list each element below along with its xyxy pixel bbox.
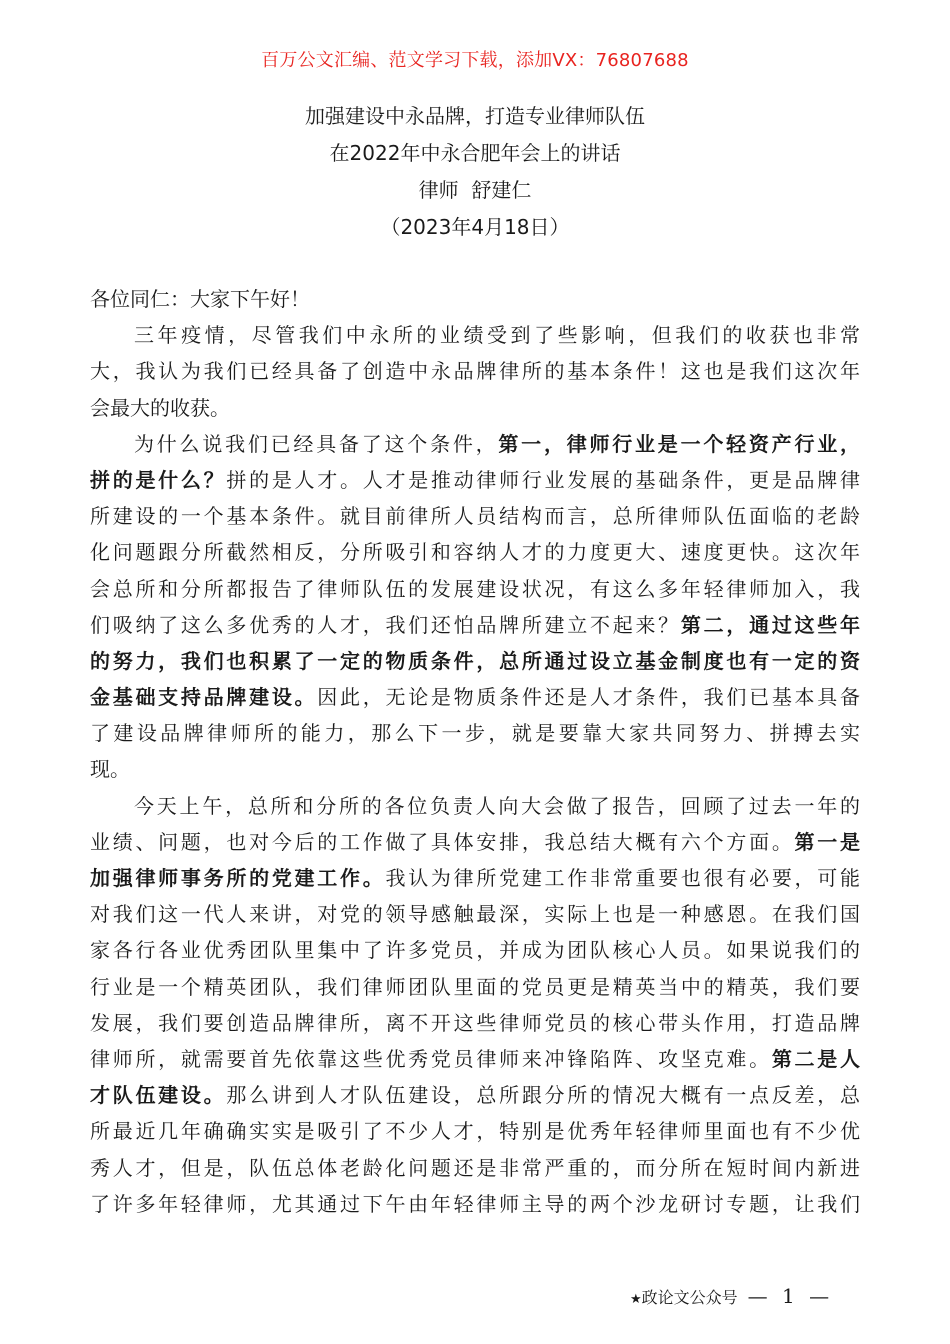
text-run: 了许多年轻律师，尤其通过下午由年轻律师主导的两个沙龙研讨专题，让我们: [90, 1191, 860, 1216]
body-line: [90, 860, 860, 896]
promo-banner: 百万公文汇编、范文学习下载，添加VX：76807688: [261, 50, 689, 71]
document-title: 加强建设中永品牌，打造专业律师队伍: [305, 104, 645, 128]
body-paragraphs: [90, 317, 860, 1222]
date-line: （2023年4月18日）: [380, 215, 570, 239]
text-run: 们吸纳了这么多优秀的人才，我们还怕品牌所建立不起来？: [90, 612, 681, 637]
text-run: 为什么说我们已经具备了这个条件，: [134, 431, 499, 456]
body-line: [90, 498, 860, 534]
bold-text: 加强律师事务所的党建工作。: [90, 866, 386, 890]
bold-text: 金基础支持品牌建设。: [90, 685, 318, 710]
document-body: [90, 281, 860, 1222]
text-run: 所建设的一个基本条件。就目前律所人员结构而言，总所律师队伍面临的老龄: [90, 504, 860, 529]
body-line: [90, 1005, 860, 1041]
text-run: 因此，无论是物质条件还是人才条件，我们已基本具备: [317, 685, 860, 710]
body-line: [90, 426, 860, 462]
text-run: 了建设品牌律师所的能力，那么下一步，就是要靠大家共同努力、拼搏去实: [90, 721, 860, 746]
bold-text: 才队伍建设。: [90, 1083, 227, 1108]
star-icon: ★: [630, 1291, 642, 1307]
title-block: [0, 98, 950, 246]
text-run: 家各行各业优秀团队里集中了许多党员，并成为团队核心人员。如果说我们的: [90, 938, 860, 963]
body-line: [90, 571, 860, 607]
greeting: 各位同仁：大家下午好！: [90, 287, 310, 311]
text-run: 秀人才，但是，队伍总体老龄化问题还是非常严重的，而分所在短时间内新进: [90, 1155, 860, 1180]
footer-source: 政论文公众号: [641, 1287, 738, 1307]
body-line: [90, 679, 860, 715]
body-line: [90, 317, 860, 353]
text-run: 发展，我们要创造品牌律所，离不开这些律师党员的核心带头作用，打造品牌: [90, 1010, 860, 1035]
bold-text: 拼的是什么？: [90, 467, 227, 492]
text-run: 今天上午，总所和分所的各位负责人向大会做了报告，回顾了过去一年的: [134, 793, 860, 818]
author-line: 律师 舒建仁: [418, 178, 532, 202]
body-line: [90, 1186, 860, 1222]
body-line: [90, 751, 860, 787]
body-line: [90, 643, 860, 679]
text-run: 律师所，就需要首先依靠这些优秀党员律师来冲锋陷阵、攻坚克难。: [90, 1046, 772, 1071]
body-line: [90, 1150, 860, 1186]
body-line: [90, 1113, 860, 1149]
body-line: [90, 969, 860, 1005]
page-number: — 1 —: [747, 1284, 834, 1308]
bold-text: 第二，通过这些年: [680, 612, 860, 637]
bold-text: 第一是: [794, 829, 860, 854]
text-run: 对我们这一代人来讲，对党的领导感触最深，实际上也是一种感恩。在我们国: [90, 902, 860, 927]
text-run: 会最大的收获。: [90, 395, 230, 420]
text-run: 三年疫情，尽管我们中永所的业绩受到了些影响，但我们的收获也非常: [134, 323, 860, 348]
text-run: 所最近几年确确实实是吸引了不少人才，特别是优秀年轻律师里面也有不少优: [90, 1119, 860, 1144]
page-footer: [630, 1284, 833, 1308]
body-line: [90, 534, 860, 570]
body-line: [90, 353, 860, 389]
bold-text: 第二是人: [771, 1046, 860, 1071]
bold-text: 第一，律师行业是一个轻资产行业，: [498, 431, 860, 456]
bold-text: 的努力，我们也积累了一定的物质条件，总所通过设立基金制度也有一定的资: [90, 648, 860, 673]
body-line: [90, 788, 860, 824]
text-run: 大，我认为我们已经具备了创造中永品牌律所的基本条件！这也是我们这次年: [90, 359, 860, 384]
text-run: 那么讲到人才队伍建设，总所跟分所的情况大概有一点反差，总: [226, 1083, 860, 1108]
body-line: [90, 1041, 860, 1077]
document-subtitle: 在2022年中永合肥年会上的讲话: [329, 141, 621, 165]
text-run: 业绩、问题，也对今后的工作做了具体安排，我总结大概有六个方面。: [90, 829, 795, 854]
text-run: 行业是一个精英团队，我们律师团队里面的党员更是精英当中的精英，我们要: [90, 974, 860, 999]
text-run: 化问题跟分所截然相反，分所吸引和容纳人才的力度更大、速度更快。这次年: [90, 540, 860, 565]
body-line: [90, 607, 860, 643]
body-line: [90, 896, 860, 932]
body-line: [90, 1077, 860, 1113]
body-line: [90, 824, 860, 860]
text-run: 我认为律所党建工作非常重要也很有必要，可能: [385, 866, 860, 890]
body-line: [90, 932, 860, 968]
body-line: [90, 715, 860, 751]
body-line: [90, 462, 860, 498]
text-run: 拼的是人才。人才是推动律师行业发展的基础条件，更是品牌律: [226, 467, 860, 492]
body-line: [90, 390, 860, 426]
text-run: 会总所和分所都报告了律师队伍的发展建设状况，有这么多年轻律师加入，我: [90, 576, 860, 601]
text-run: 现。: [90, 757, 130, 782]
